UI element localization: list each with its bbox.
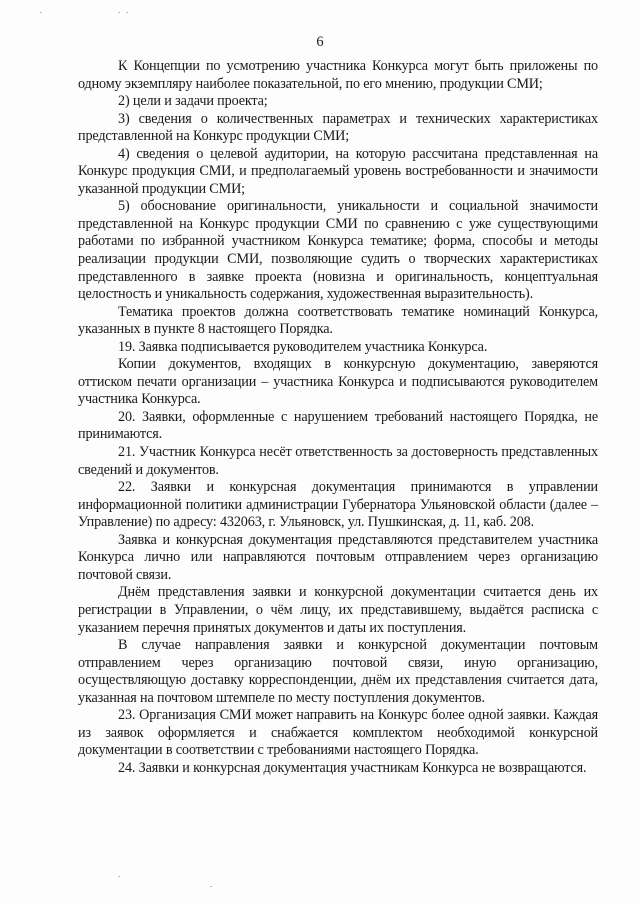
page-number: 6 <box>316 34 324 50</box>
paragraph-clause-19: 19. Заявка подписывается руководителем участника Конкурса. <box>118 338 488 355</box>
paragraph-item-3: 3) сведения о количественных параметрах и технических характеристиках представленной на Конкурс продукции СМИ; <box>78 110 598 145</box>
paragraph-clause-24: 24. Заявки и конкурсная документация участникам Конкурса не возвращаются. <box>118 759 587 776</box>
paragraph-appendix-note: К Концепции по усмотрению участника Конкурса могут быть приложены по одному экземпляру наиболее показательной, по его мнению, продукции СМИ; <box>78 58 598 92</box>
paragraph-postal: В случае направления заявки и конкурсной документации почтовым отправлением через организацию почтовой связи, иную организацию, осуществляющую доставку корреспонденции, днём их представления считается дата, указанная на почтовом штемпеле по месту поступления документов. <box>78 637 598 706</box>
paragraph-clause-22: 22. Заявки и конкурсная документация принимаются в управлении информационной политики администрации Губернатора Ульяновской области (далее – Управление) по адресу: 432063, г. Ульяновск, ул. Пушкинская, д. 11, каб. 208. <box>78 479 598 531</box>
paragraph-registration-day: Днём представления заявки и конкурсной документации считается день их регистрации в Управлении, о чём лицу, их представившему, выдаётся расписка с указанием перечня принятых документов и даты их поступления. <box>78 584 598 636</box>
paragraph-copies: Копии документов, входящих в конкурсную документацию, заверяются оттиском печати организации – участника Конкурса и подписываются руководителем участника Конкурса. <box>78 356 598 408</box>
paragraph-clause-23: 23. Организация СМИ может направить на Конкурс более одной заявки. Каждая из заявок оформляется и снабжается комплектом необходимой конкурсной документации в соответствии с требованиями настоящего Порядка. <box>78 707 598 759</box>
document-body <box>78 58 598 777</box>
paragraph-item-2: 2) цели и задачи проекта; <box>118 93 268 110</box>
paragraph-thematic: Тематика проектов должна соответствовать тематике номинаций Конкурса, указанных в пункте 8 настоящего Порядка. <box>78 303 598 338</box>
paragraph-item-5: 5) обоснование оригинальности, уникальности и социальной значимости представленной на Конкурс продукции СМИ по сравнению с уже существующими работами по избранной участником Конкурса тематике; форма, способы и методы реализации продукции СМИ, позволяющие судить о творческих характеристиках представленного в заявке проекта (новизна и оригинальность, концептуальная целостность и уникальность содержания, художественная выразительность). <box>78 198 598 303</box>
paragraph-item-4: 4) сведения о целевой аудитории, на которую рассчитана представленная на Конкурс продукция СМИ, и предполагаемый уровень востребованности и значимости указанной продукции СМИ; <box>78 145 598 197</box>
paragraph-submission: Заявка и конкурсная документация представляются представителем участника Конкурса лично или направляются почтовым отправлением через организацию почтовой связи. <box>78 531 598 583</box>
paragraph-clause-21: 21. Участник Конкурса несёт ответственность за достоверность представленных сведений и документов. <box>78 444 598 478</box>
paragraph-clause-20: 20. Заявки, оформленные с нарушением требований настоящего Порядка, не принимаются. <box>78 408 598 443</box>
